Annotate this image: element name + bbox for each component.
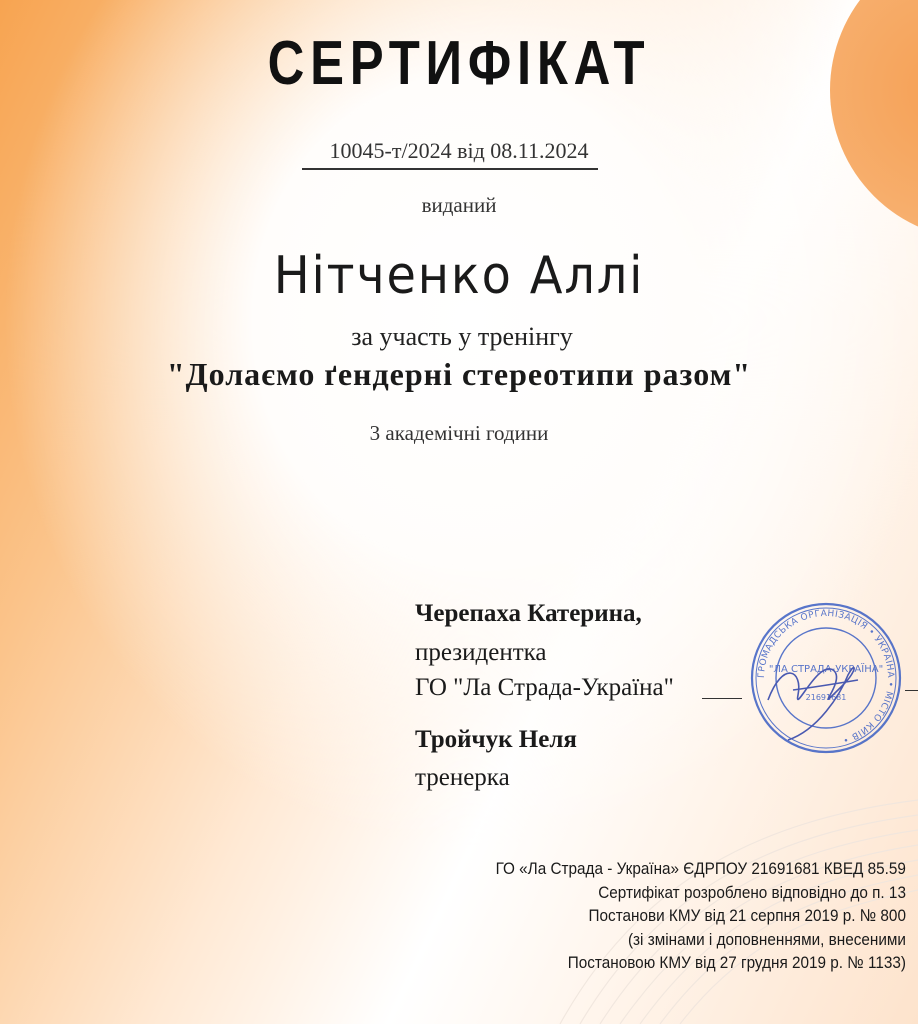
recipient-name: Нітченко Аллі bbox=[273, 246, 645, 306]
signature-line bbox=[702, 698, 742, 699]
signature-line-2 bbox=[905, 690, 918, 691]
certificate-title: СЕРТИФІКАТ bbox=[267, 29, 651, 98]
stamp-center-text: "ЛА СТРАДА-УКРАЇНА" bbox=[768, 664, 884, 675]
participation-text: за участь у тренінгу bbox=[351, 322, 573, 351]
footer-line: (зі змінами і доповненнями, внесеними bbox=[627, 929, 906, 949]
stamp-ring-text: ГРОМАДСЬКА ОРГАНІЗАЦІЯ • УКРАЇНА • МІСТО КИЇВ • bbox=[756, 608, 896, 745]
signature-scribble bbox=[768, 668, 858, 740]
issued-label: виданий bbox=[421, 193, 497, 217]
signatory-name-1: Черепаха Катерина, bbox=[415, 600, 642, 627]
number-underline bbox=[302, 168, 598, 170]
footer-legal-text bbox=[496, 857, 906, 975]
training-title: "Долаємо ґендерні стереотипи разом" bbox=[166, 356, 752, 392]
signatory-role-1: президентка bbox=[415, 639, 547, 666]
footer-line: Сертифікат розроблено відповідно до п. 13 bbox=[598, 882, 906, 902]
signatory-organization: ГО "Ла Страда-Україна" bbox=[415, 674, 674, 701]
footer-line: Постановою КМУ від 27 грудня 2019 р. № 1133) bbox=[567, 953, 906, 972]
footer-line: Постанови КМУ від 21 серпня 2019 р. № 800 bbox=[588, 906, 906, 925]
training-hours: 3 академічні години bbox=[369, 421, 549, 445]
svg-text:ГРОМАДСЬКА ОРГАНІЗАЦІЯ • УКРАЇ bbox=[757, 609, 895, 745]
certificate-number: 10045-т/2024 від 08.11.2024 bbox=[329, 138, 589, 163]
signatory-name-2: Тройчук Неля bbox=[415, 726, 577, 753]
signatory-role-2: тренерка bbox=[415, 764, 510, 791]
organization-stamp bbox=[748, 600, 904, 756]
stamp-code: 21691681 bbox=[805, 693, 847, 702]
footer-line: ГО «Ла Страда - Україна» ЄДРПОУ 21691681 КВЕД 85.59 bbox=[495, 859, 906, 878]
